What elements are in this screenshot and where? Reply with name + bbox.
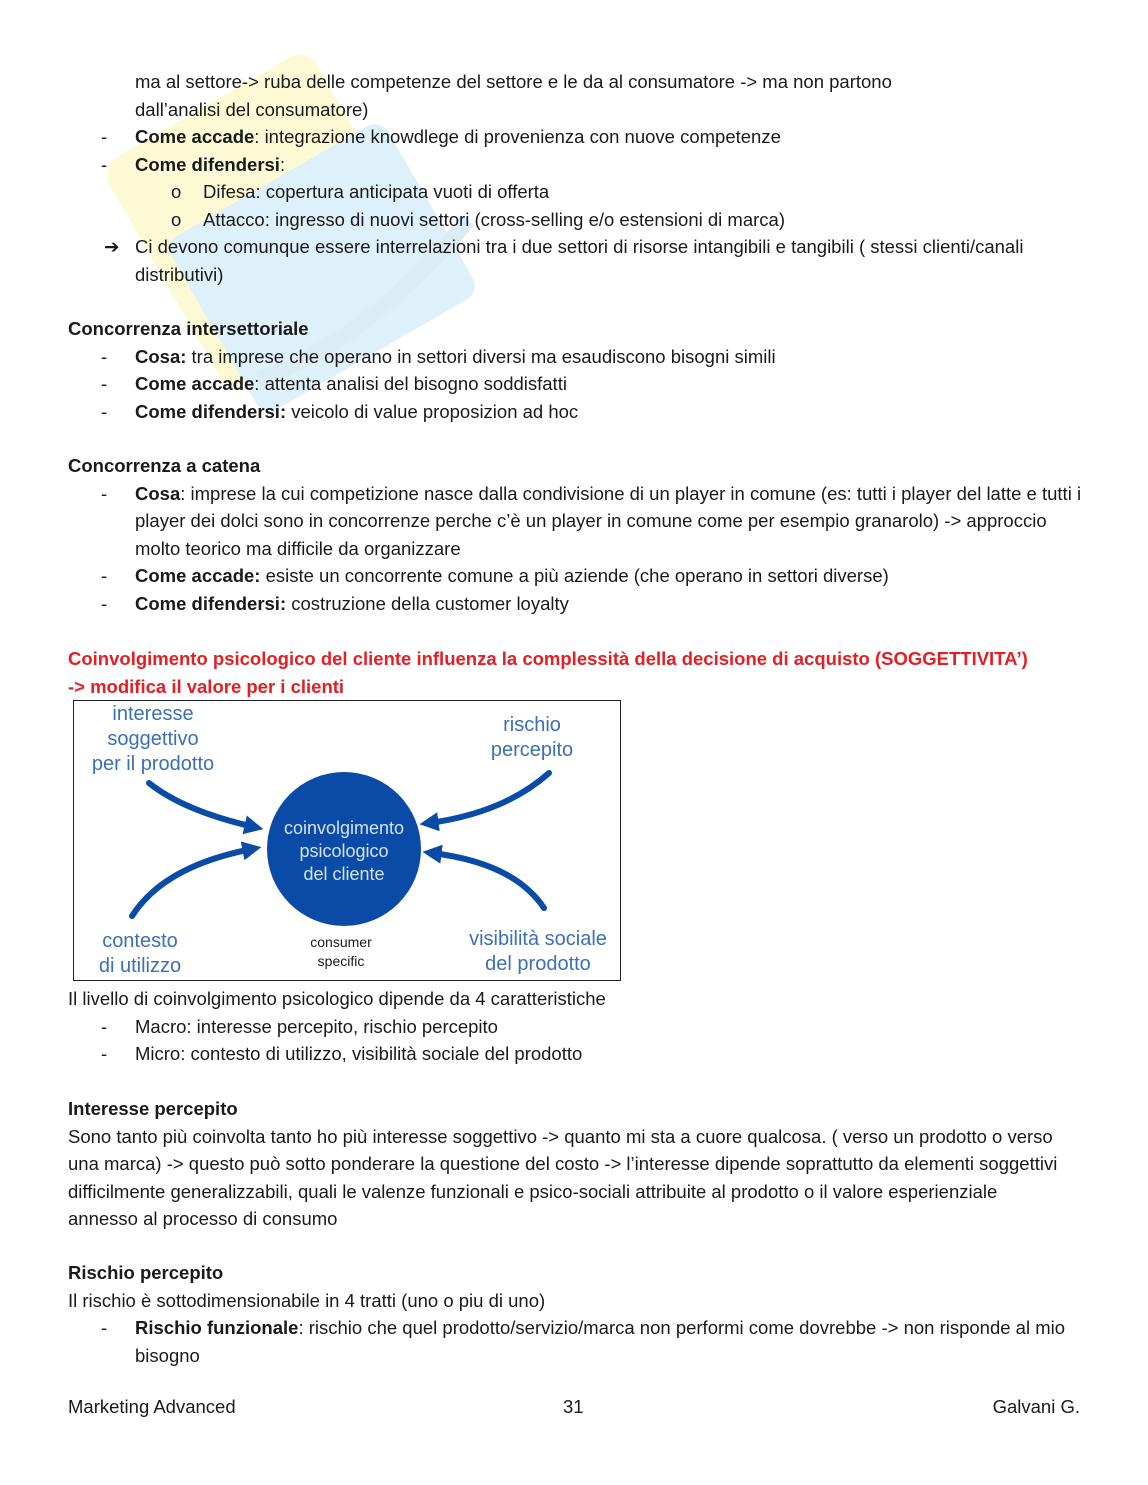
caption-consumer: consumer [310,934,372,950]
diagram-canvas [74,701,619,979]
catena-section [68,452,1088,617]
arrow-bottom-right [432,853,544,908]
section-heading: Rischio percepito [68,1262,224,1283]
center-label-2: psicologico [299,841,389,861]
red-heading [68,645,1088,700]
section-heading: Concorrenza a catena [68,455,261,476]
label-top-right-2: percepito [490,739,574,761]
page-footer [68,1393,1080,1421]
list-item: - Come difendersi: veicolo di value proposizion ad hoc [68,398,1088,426]
footer-page-number: 31 [563,1396,584,1417]
list-item: - Macro: interesse percepito, rischio percepito [68,1013,1088,1041]
list-item: - Come accade: attenta analisi del bisogno soddisfatti [68,370,1088,398]
label-top-left-3: per il prodotto [91,753,215,775]
list-item: - Come accade: esiste un concorrente comune a più aziende (che operano in settori diverse) [68,562,1088,590]
continuation-line-1: ma al settore-> ruba delle competenze del settore e le da al consumatore -> ma non partono [135,71,892,92]
sublist-item: o Difesa: copertura anticipata vuoti di offerta [68,178,1088,206]
rischio-intro: Il rischio è sottodimensionabile in 4 tratti (uno o piu di uno) [68,1289,546,1311]
label-bottom-right-2: del prodotto [485,953,591,975]
footer-course: Marketing Advanced [68,1396,236,1417]
label-bottom-left-1: contesto [102,930,178,952]
arrow-bottom-left [132,849,252,916]
continuation-list [68,123,1088,178]
label-top-right-1: rischio [503,714,561,736]
continuation-section [68,68,1088,288]
intersettoriale-section [68,315,1088,425]
footer-author: Galvani G. [992,1396,1080,1417]
label-bottom-left-2: di utilizzo [98,955,182,977]
defense-sublist [68,178,1088,233]
red-heading-line-2: -> modifica il valore per i clienti [68,675,345,697]
livello-section [68,985,1088,1068]
center-label-3: del cliente [303,864,385,884]
section-heading: Concorrenza intersettoriale [68,318,309,339]
caption-specific: specific [317,953,365,969]
livello-intro: Il livello di coinvolgimento psicologico dipende da 4 caratteristiche [68,988,606,1009]
center-label-1: coinvolgimento [283,818,405,838]
continuation-line-2: dall’analisi del consumatore) [135,98,369,120]
involvement-diagram [73,700,621,981]
list-item: - Come difendersi: [68,151,1088,179]
arrow-top-left [149,783,254,827]
rischio-section [68,1259,1068,1369]
list-item: - Micro: contesto di utilizzo, visibilità sociale del prodotto [68,1040,1088,1068]
interesse-body: Sono tanto più coinvolta tanto ho più interesse soggettivo -> quanto mi sta a cuore qualcosa. ( verso un prodotto o verso una marca) -> questo può sotto ponderare la questione del costo -> l’interesse dipende soprattutto da elementi soggettivi difficilmente generalizzabili, quali le valenze funzionali e psico-sociali attribuite al prodotto o il valore esperienziale annesso al processo di consumo [68,1125,1058,1229]
red-heading-line-1: Coinvolgimento psicologico del cliente influenza la complessità della decisione di acquisto (SOGGETTIVITA’) [68,648,1028,669]
section-heading: Interesse percepito [68,1098,238,1119]
label-top-left-2: soggettivo [107,728,199,750]
label-bottom-right-1: visibilità sociale [469,928,607,950]
list-item: - Cosa: imprese la cui competizione nasce dalla condivisione di un player in comune (es: tutti i player del latte e tutti i player dei dolci sono in concorrenze perche c’è un player in comune come per esempio granarolo) -> approccio molto teorico ma difficile da organizzare [68,480,1088,563]
list-item: - Come accade: integrazione knowdlege di provenienza con nuove competenze [68,123,1088,151]
label-top-left-1: interesse [112,703,194,725]
right-arrow-icon: ➔ [104,236,120,257]
list-item: - Cosa: tra imprese che operano in settori diversi ma esaudiscono bisogni simili [68,343,1088,371]
list-item: - Come difendersi: costruzione della customer loyalty [68,590,1088,618]
arrow-top-right [429,773,549,823]
sublist-item: o Attacco: ingresso di nuovi settori (cross-selling e/o estensioni di marca) [68,206,1088,234]
interesse-section [68,1095,1068,1233]
list-item: - Rischio funzionale: rischio che quel prodotto/servizio/marca non performi come dovrebbe -> non risponde al mio bisogno [68,1314,1068,1369]
arrow-note: ➔ Ci devono comunque essere interrelazioni tra i due settori di risorse intangibili e tangibili ( stessi clienti/canali distributivi) [68,233,1088,288]
